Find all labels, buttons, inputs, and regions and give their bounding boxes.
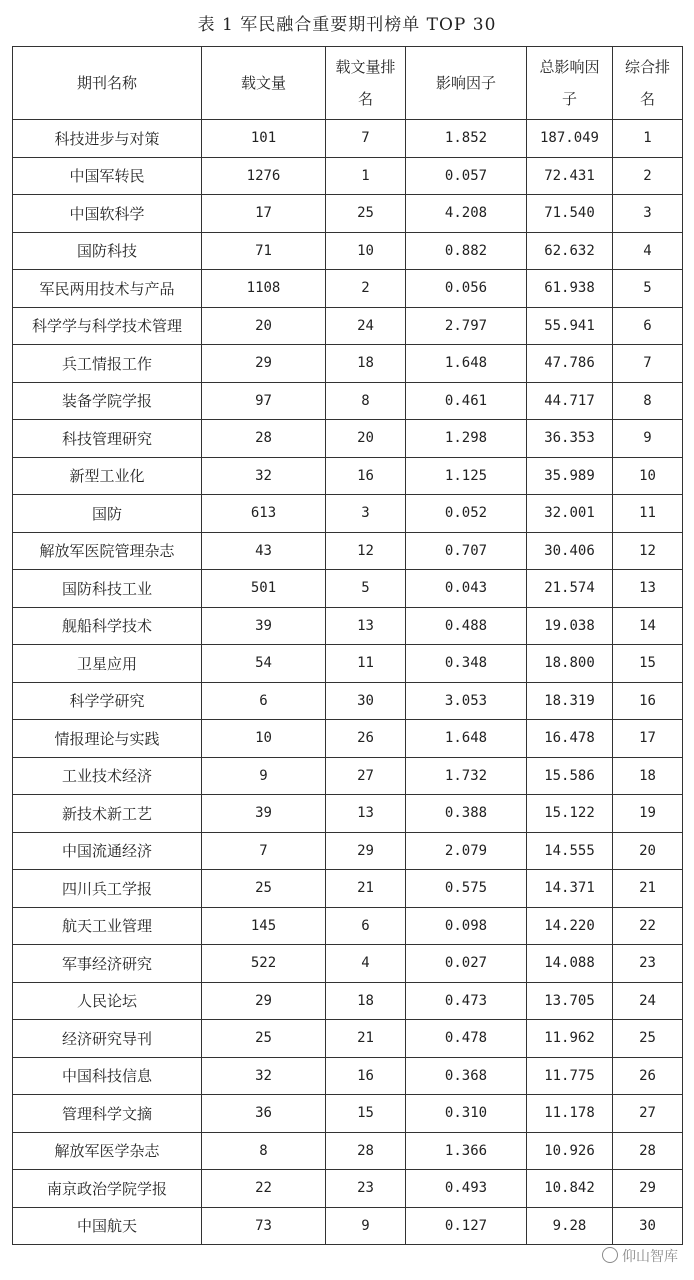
cell-article-count-rank: 5 xyxy=(326,570,406,608)
table-row xyxy=(13,1170,683,1208)
cell-overall-rank: 15 xyxy=(613,645,683,683)
cell-journal-name: 舰船科学技术 xyxy=(13,607,202,645)
cell-article-count: 1108 xyxy=(202,270,326,308)
header-impact-factor: 影响因子 xyxy=(406,47,527,120)
table-row xyxy=(13,607,683,645)
cell-impact-factor: 1.648 xyxy=(406,345,527,383)
table-row xyxy=(13,1207,683,1245)
cell-journal-name: 科学学研究 xyxy=(13,682,202,720)
wechat-icon xyxy=(602,1247,618,1263)
cell-impact-factor: 1.125 xyxy=(406,457,527,495)
cell-journal-name: 中国软科学 xyxy=(13,195,202,233)
cell-total-impact-factor: 9.28 xyxy=(527,1207,613,1245)
cell-article-count-rank: 15 xyxy=(326,1095,406,1133)
cell-article-count: 7 xyxy=(202,832,326,870)
cell-article-count-rank: 23 xyxy=(326,1170,406,1208)
cell-overall-rank: 1 xyxy=(613,120,683,158)
header-total-impact-factor: 总影响因子 xyxy=(527,47,613,120)
cell-article-count: 32 xyxy=(202,457,326,495)
cell-total-impact-factor: 10.842 xyxy=(527,1170,613,1208)
cell-impact-factor: 0.478 xyxy=(406,1020,527,1058)
cell-overall-rank: 17 xyxy=(613,720,683,758)
cell-overall-rank: 11 xyxy=(613,495,683,533)
cell-article-count: 501 xyxy=(202,570,326,608)
cell-article-count: 20 xyxy=(202,307,326,345)
cell-article-count: 613 xyxy=(202,495,326,533)
cell-total-impact-factor: 13.705 xyxy=(527,982,613,1020)
cell-total-impact-factor: 36.353 xyxy=(527,420,613,458)
table-row xyxy=(13,795,683,833)
cell-article-count: 39 xyxy=(202,795,326,833)
cell-total-impact-factor: 71.540 xyxy=(527,195,613,233)
cell-impact-factor: 0.057 xyxy=(406,157,527,195)
cell-article-count: 39 xyxy=(202,607,326,645)
cell-overall-rank: 9 xyxy=(613,420,683,458)
cell-article-count: 145 xyxy=(202,907,326,945)
cell-article-count: 29 xyxy=(202,982,326,1020)
cell-article-count: 29 xyxy=(202,345,326,383)
header-article-count-rank: 载文量排名 xyxy=(326,47,406,120)
table-caption: 表 1 军民融合重要期刊榜单 TOP 30 xyxy=(197,15,497,35)
table-row xyxy=(13,982,683,1020)
cell-article-count: 8 xyxy=(202,1132,326,1170)
cell-article-count-rank: 20 xyxy=(326,420,406,458)
cell-article-count-rank: 29 xyxy=(326,832,406,870)
cell-overall-rank: 25 xyxy=(613,1020,683,1058)
cell-overall-rank: 27 xyxy=(613,1095,683,1133)
cell-article-count-rank: 10 xyxy=(326,232,406,270)
cell-journal-name: 南京政治学院学报 xyxy=(13,1170,202,1208)
cell-overall-rank: 10 xyxy=(613,457,683,495)
cell-overall-rank: 20 xyxy=(613,832,683,870)
cell-total-impact-factor: 19.038 xyxy=(527,607,613,645)
cell-overall-rank: 13 xyxy=(613,570,683,608)
cell-impact-factor: 1.298 xyxy=(406,420,527,458)
cell-article-count: 28 xyxy=(202,420,326,458)
table-row xyxy=(13,420,683,458)
cell-impact-factor: 0.493 xyxy=(406,1170,527,1208)
cell-article-count-rank: 24 xyxy=(326,307,406,345)
cell-article-count: 10 xyxy=(202,720,326,758)
cell-overall-rank: 14 xyxy=(613,607,683,645)
cell-overall-rank: 3 xyxy=(613,195,683,233)
cell-journal-name: 科技进步与对策 xyxy=(13,120,202,158)
cell-impact-factor: 0.575 xyxy=(406,870,527,908)
cell-impact-factor: 2.079 xyxy=(406,832,527,870)
cell-article-count-rank: 8 xyxy=(326,382,406,420)
cell-overall-rank: 28 xyxy=(613,1132,683,1170)
table-row xyxy=(13,345,683,383)
table-row xyxy=(13,870,683,908)
cell-article-count: 43 xyxy=(202,532,326,570)
header-journal-name: 期刊名称 xyxy=(13,47,202,120)
cell-impact-factor: 1.852 xyxy=(406,120,527,158)
cell-total-impact-factor: 15.586 xyxy=(527,757,613,795)
cell-journal-name: 卫星应用 xyxy=(13,645,202,683)
cell-impact-factor: 0.310 xyxy=(406,1095,527,1133)
cell-journal-name: 装备学院学报 xyxy=(13,382,202,420)
cell-article-count: 25 xyxy=(202,1020,326,1058)
cell-article-count: 522 xyxy=(202,945,326,983)
table-row xyxy=(13,832,683,870)
cell-total-impact-factor: 62.632 xyxy=(527,232,613,270)
table-row xyxy=(13,195,683,233)
cell-article-count-rank: 13 xyxy=(326,795,406,833)
table-row xyxy=(13,1057,683,1095)
cell-impact-factor: 0.052 xyxy=(406,495,527,533)
cell-impact-factor: 1.366 xyxy=(406,1132,527,1170)
cell-impact-factor: 0.043 xyxy=(406,570,527,608)
cell-journal-name: 科技管理研究 xyxy=(13,420,202,458)
cell-impact-factor: 1.648 xyxy=(406,720,527,758)
cell-total-impact-factor: 18.319 xyxy=(527,682,613,720)
cell-journal-name: 中国军转民 xyxy=(13,157,202,195)
cell-article-count-rank: 9 xyxy=(326,1207,406,1245)
cell-article-count-rank: 16 xyxy=(326,457,406,495)
cell-total-impact-factor: 32.001 xyxy=(527,495,613,533)
cell-overall-rank: 21 xyxy=(613,870,683,908)
cell-article-count-rank: 11 xyxy=(326,645,406,683)
cell-journal-name: 兵工情报工作 xyxy=(13,345,202,383)
cell-overall-rank: 12 xyxy=(613,532,683,570)
cell-article-count-rank: 13 xyxy=(326,607,406,645)
cell-article-count-rank: 28 xyxy=(326,1132,406,1170)
cell-impact-factor: 0.127 xyxy=(406,1207,527,1245)
cell-article-count-rank: 18 xyxy=(326,345,406,383)
cell-total-impact-factor: 18.800 xyxy=(527,645,613,683)
table-row xyxy=(13,382,683,420)
cell-journal-name: 中国流通经济 xyxy=(13,832,202,870)
cell-total-impact-factor: 47.786 xyxy=(527,345,613,383)
cell-impact-factor: 0.098 xyxy=(406,907,527,945)
cell-overall-rank: 5 xyxy=(613,270,683,308)
cell-total-impact-factor: 11.775 xyxy=(527,1057,613,1095)
table-row xyxy=(13,157,683,195)
cell-journal-name: 航天工业管理 xyxy=(13,907,202,945)
table-row xyxy=(13,720,683,758)
cell-article-count: 73 xyxy=(202,1207,326,1245)
cell-article-count-rank: 25 xyxy=(326,195,406,233)
cell-journal-name: 国防 xyxy=(13,495,202,533)
cell-journal-name: 人民论坛 xyxy=(13,982,202,1020)
cell-article-count-rank: 2 xyxy=(326,270,406,308)
cell-impact-factor: 0.473 xyxy=(406,982,527,1020)
table-row xyxy=(13,495,683,533)
cell-journal-name: 解放军医学杂志 xyxy=(13,1132,202,1170)
cell-article-count-rank: 30 xyxy=(326,682,406,720)
cell-total-impact-factor: 35.989 xyxy=(527,457,613,495)
cell-impact-factor: 0.348 xyxy=(406,645,527,683)
cell-impact-factor: 1.732 xyxy=(406,757,527,795)
cell-overall-rank: 26 xyxy=(613,1057,683,1095)
cell-impact-factor: 2.797 xyxy=(406,307,527,345)
cell-total-impact-factor: 187.049 xyxy=(527,120,613,158)
header-article-count: 载文量 xyxy=(202,47,326,120)
cell-journal-name: 新技术新工艺 xyxy=(13,795,202,833)
cell-total-impact-factor: 21.574 xyxy=(527,570,613,608)
journal-ranking-table xyxy=(12,46,683,1245)
cell-article-count-rank: 4 xyxy=(326,945,406,983)
cell-overall-rank: 6 xyxy=(613,307,683,345)
table-row xyxy=(13,1020,683,1058)
cell-journal-name: 管理科学文摘 xyxy=(13,1095,202,1133)
cell-impact-factor: 0.368 xyxy=(406,1057,527,1095)
cell-journal-name: 四川兵工学报 xyxy=(13,870,202,908)
cell-article-count: 97 xyxy=(202,382,326,420)
cell-overall-rank: 2 xyxy=(613,157,683,195)
cell-overall-rank: 8 xyxy=(613,382,683,420)
cell-journal-name: 解放军医院管理杂志 xyxy=(13,532,202,570)
cell-total-impact-factor: 10.926 xyxy=(527,1132,613,1170)
cell-total-impact-factor: 14.555 xyxy=(527,832,613,870)
table-row xyxy=(13,232,683,270)
cell-journal-name: 国防科技工业 xyxy=(13,570,202,608)
cell-overall-rank: 22 xyxy=(613,907,683,945)
cell-article-count-rank: 1 xyxy=(326,157,406,195)
cell-impact-factor: 0.461 xyxy=(406,382,527,420)
header-overall-rank: 综合排名 xyxy=(613,47,683,120)
cell-article-count: 101 xyxy=(202,120,326,158)
cell-journal-name: 经济研究导刊 xyxy=(13,1020,202,1058)
cell-journal-name: 中国航天 xyxy=(13,1207,202,1245)
cell-article-count-rank: 16 xyxy=(326,1057,406,1095)
watermark-text: 仰山智库 xyxy=(622,1249,678,1265)
cell-impact-factor: 4.208 xyxy=(406,195,527,233)
cell-overall-rank: 7 xyxy=(613,345,683,383)
cell-impact-factor: 0.388 xyxy=(406,795,527,833)
cell-journal-name: 工业技术经济 xyxy=(13,757,202,795)
cell-overall-rank: 24 xyxy=(613,982,683,1020)
cell-total-impact-factor: 11.178 xyxy=(527,1095,613,1133)
table-row xyxy=(13,645,683,683)
cell-total-impact-factor: 16.478 xyxy=(527,720,613,758)
table-row xyxy=(13,1132,683,1170)
cell-total-impact-factor: 61.938 xyxy=(527,270,613,308)
cell-article-count: 54 xyxy=(202,645,326,683)
cell-article-count-rank: 12 xyxy=(326,532,406,570)
cell-journal-name: 中国科技信息 xyxy=(13,1057,202,1095)
cell-article-count-rank: 18 xyxy=(326,982,406,1020)
table-row xyxy=(13,307,683,345)
cell-article-count-rank: 27 xyxy=(326,757,406,795)
cell-impact-factor: 0.488 xyxy=(406,607,527,645)
cell-impact-factor: 0.056 xyxy=(406,270,527,308)
cell-overall-rank: 19 xyxy=(613,795,683,833)
cell-overall-rank: 23 xyxy=(613,945,683,983)
cell-article-count: 6 xyxy=(202,682,326,720)
cell-journal-name: 科学学与科学技术管理 xyxy=(13,307,202,345)
cell-article-count: 22 xyxy=(202,1170,326,1208)
cell-impact-factor: 0.707 xyxy=(406,532,527,570)
cell-journal-name: 新型工业化 xyxy=(13,457,202,495)
cell-article-count: 32 xyxy=(202,1057,326,1095)
table-row xyxy=(13,907,683,945)
cell-total-impact-factor: 44.717 xyxy=(527,382,613,420)
table-row xyxy=(13,757,683,795)
cell-article-count-rank: 7 xyxy=(326,120,406,158)
cell-journal-name: 军事经济研究 xyxy=(13,945,202,983)
cell-impact-factor: 3.053 xyxy=(406,682,527,720)
cell-article-count: 1276 xyxy=(202,157,326,195)
cell-article-count-rank: 21 xyxy=(326,1020,406,1058)
cell-article-count-rank: 26 xyxy=(326,720,406,758)
table-row xyxy=(13,532,683,570)
cell-article-count-rank: 3 xyxy=(326,495,406,533)
table-row xyxy=(13,570,683,608)
cell-total-impact-factor: 30.406 xyxy=(527,532,613,570)
cell-article-count: 17 xyxy=(202,195,326,233)
table-row xyxy=(13,1095,683,1133)
table-row xyxy=(13,682,683,720)
cell-journal-name: 军民两用技术与产品 xyxy=(13,270,202,308)
watermark xyxy=(602,1246,678,1266)
cell-impact-factor: 0.027 xyxy=(406,945,527,983)
cell-article-count: 9 xyxy=(202,757,326,795)
table-row xyxy=(13,457,683,495)
cell-total-impact-factor: 55.941 xyxy=(527,307,613,345)
cell-article-count-rank: 21 xyxy=(326,870,406,908)
table-row xyxy=(13,270,683,308)
cell-journal-name: 情报理论与实践 xyxy=(13,720,202,758)
cell-article-count: 36 xyxy=(202,1095,326,1133)
cell-total-impact-factor: 14.371 xyxy=(527,870,613,908)
cell-overall-rank: 16 xyxy=(613,682,683,720)
table-row xyxy=(13,945,683,983)
cell-total-impact-factor: 72.431 xyxy=(527,157,613,195)
cell-overall-rank: 4 xyxy=(613,232,683,270)
cell-article-count: 25 xyxy=(202,870,326,908)
cell-overall-rank: 29 xyxy=(613,1170,683,1208)
cell-article-count: 71 xyxy=(202,232,326,270)
cell-total-impact-factor: 14.220 xyxy=(527,907,613,945)
cell-journal-name: 国防科技 xyxy=(13,232,202,270)
table-row xyxy=(13,120,683,158)
cell-total-impact-factor: 11.962 xyxy=(527,1020,613,1058)
cell-article-count-rank: 6 xyxy=(326,907,406,945)
cell-impact-factor: 0.882 xyxy=(406,232,527,270)
table-header-row xyxy=(13,47,683,120)
cell-overall-rank: 30 xyxy=(613,1207,683,1245)
cell-total-impact-factor: 14.088 xyxy=(527,945,613,983)
cell-total-impact-factor: 15.122 xyxy=(527,795,613,833)
cell-overall-rank: 18 xyxy=(613,757,683,795)
